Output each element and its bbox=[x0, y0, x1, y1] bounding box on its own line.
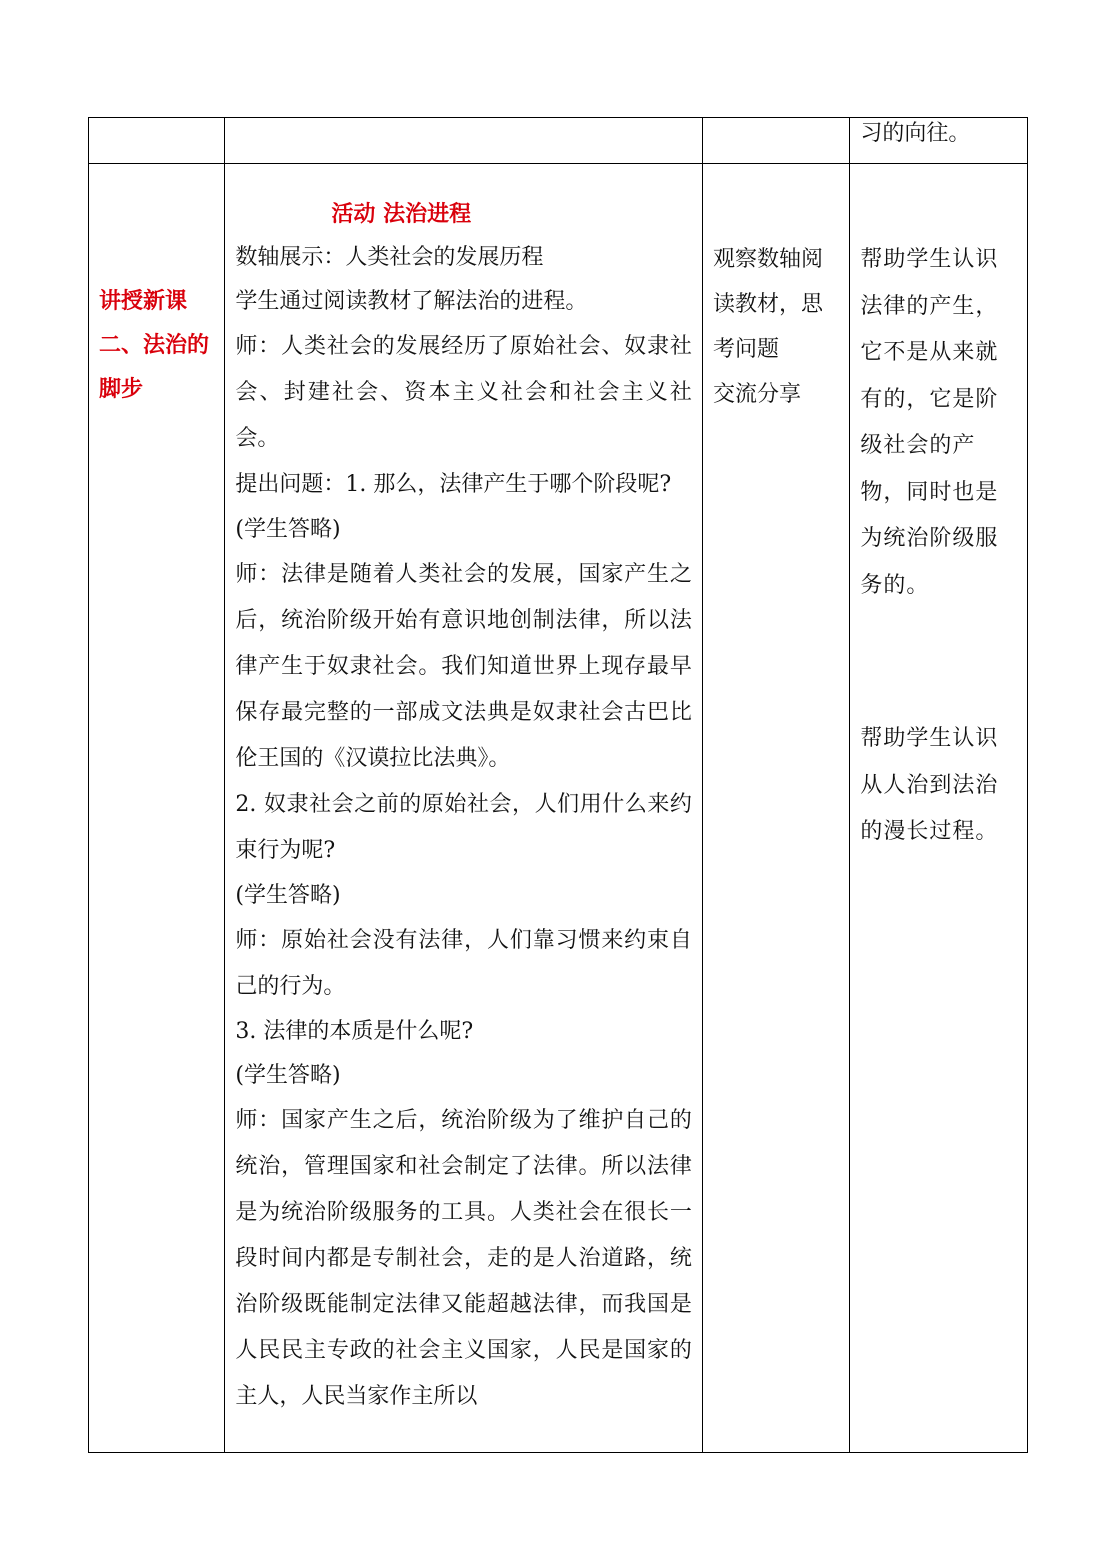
activity-title: 活动 法治进程 bbox=[331, 202, 472, 227]
paragraph: 提出问题：1. 那么，法律产生于哪个阶段呢? bbox=[235, 472, 672, 497]
design-intent bbox=[850, 237, 1027, 856]
design-intent-block: 帮助学生认识 法律的产生， 它不是从来就 有的，它是阶 级社会的产 物，同时也是 为统治阶级服 务的。 bbox=[860, 247, 999, 598]
design-intent-block: 帮助学生认识 从人治到法治 的漫长过程。 bbox=[860, 726, 999, 844]
teaching-content-cell bbox=[225, 164, 703, 1453]
paragraph: 师：国家产生之后，统治阶级为了维护自己的统治，管理国家和社会制定了法律。所以法律是为统治阶级服务的工具。人类社会在很长一段时间内都是专制社会，走的是人治道路，统治阶级既能制定法律又能超越法律，而我国是人民民主专政的社会主义国家，人民是国家的主人，人民当家作主所以 bbox=[235, 1108, 692, 1409]
table-cell bbox=[702, 118, 849, 164]
paragraph: 师：原始社会没有法律，人们靠习惯来约束自己的行为。 bbox=[235, 928, 692, 999]
student-activity-cell bbox=[702, 164, 849, 1453]
paragraph: 数轴展示：人类社会的发展历程 bbox=[235, 245, 544, 270]
table-cell bbox=[225, 118, 703, 164]
paragraph: (学生答略) bbox=[235, 517, 341, 542]
design-intent-cell bbox=[850, 164, 1028, 1453]
paragraph: (学生答略) bbox=[235, 883, 341, 908]
teaching-content bbox=[225, 194, 702, 1420]
table-row bbox=[89, 118, 1028, 164]
student-activity: 观察数轴阅 读教材，思 考问题 交流分享 bbox=[712, 247, 823, 407]
paragraph: 3. 法律的本质是什么呢? bbox=[235, 1019, 474, 1044]
paragraph: 师：法律是随着人类社会的发展，国家产生之后，统治阶级开始有意识地创制法律，所以法律产生于奴隶社会。我们知道世界上现存最早保存最完整的一部成文法典是奴隶社会古巴比伦王国的《汉谟拉比法典》。 bbox=[235, 562, 692, 771]
paragraph: (学生答略) bbox=[235, 1063, 341, 1088]
paragraph: 2. 奴隶社会之前的原始社会，人们用什么来约束行为呢? bbox=[235, 792, 692, 863]
paragraph: 学生通过阅读教材了解法治的进程。 bbox=[235, 289, 588, 314]
table-row bbox=[89, 164, 1028, 1453]
table-cell bbox=[850, 118, 1028, 164]
table-cell bbox=[89, 118, 225, 164]
design-intent-text: 习的向往。 bbox=[860, 121, 971, 146]
paragraph: 师：人类社会的发展经历了原始社会、奴隶社会、封建社会、资本主义社会和社会主义社会。 bbox=[235, 334, 692, 451]
lesson-plan-table bbox=[88, 117, 1028, 1453]
section-title: 讲授新课 二、法治的 脚步 bbox=[99, 289, 210, 402]
section-cell bbox=[89, 164, 225, 1453]
